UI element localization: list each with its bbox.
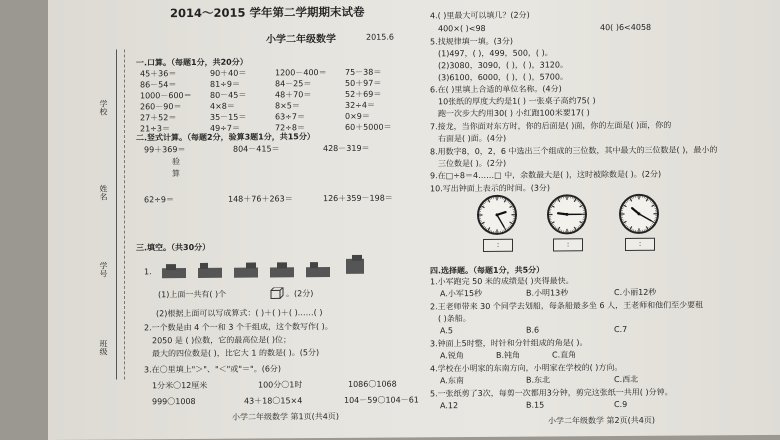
choice-option: C.直角 — [552, 350, 577, 360]
cube-blocks-icon — [160, 260, 190, 280]
oral-item: 60＋5000＝ — [345, 122, 392, 132]
question-number: 1. — [144, 267, 152, 277]
time-answer-box[interactable]: : — [625, 238, 655, 251]
exam-title: 2014～2015 学年第二学期期末试卷 — [170, 4, 365, 21]
calc-item: 804－415＝ — [233, 144, 280, 154]
oral-item: 32÷4＝ — [345, 100, 375, 110]
choice-option: A.东南 — [440, 376, 464, 386]
choice-option: A.12 — [440, 401, 459, 411]
oral-item: 84－25＝ — [275, 79, 312, 89]
compare-item: 999〇1008 — [152, 396, 196, 407]
choice-2: 2.王老师带来 30 个同学去划船，每条船最多坐 6 人，王老师和他们至少要租 — [430, 300, 704, 312]
oral-item: 75－38＝ — [345, 67, 382, 77]
compare-item: 1分米〇12厘米 — [152, 380, 208, 391]
question-7b: 右面是( )面。(4分) — [438, 133, 507, 144]
section2-heading: 二.竖式计算。（每题2分，验算3题1分，共15分） — [136, 132, 315, 143]
side-label-class: 班级 — [99, 339, 108, 356]
compare-item: 104－59〇104－61 — [344, 395, 419, 405]
question-6a: 10张纸的厚度大约是1( ) 一张桌子高约75( ) — [438, 96, 596, 107]
question-5a: (1)497，( )，499，500，( )。 — [438, 48, 553, 59]
time-answer-box[interactable]: : — [553, 238, 583, 251]
oral-item: 21÷3＝ — [140, 124, 170, 134]
question-2: 2.一个数是由 4 个一和 3 个千组成，这个数写作( )。 — [144, 322, 333, 333]
question-6: 6.在( )里填上合适的单位名称。(4分) — [430, 84, 562, 95]
calc-item: 428－319＝ — [323, 143, 370, 154]
compare-item: 43＋18〇15×4 — [244, 396, 303, 406]
q1-part1: (1)上面一共有( )个 — [158, 289, 227, 300]
choice-3: 3.钟面上5时整，时针和分针组成的角是( )。 — [430, 338, 588, 349]
question-5c: (3)6100，6000，( )，( )，5700。 — [438, 72, 568, 83]
question-5: 5.找规律填一填。(3分) — [430, 36, 513, 47]
oral-item: 27＋52＝ — [140, 113, 177, 123]
cube-blocks-icon — [268, 259, 298, 279]
question-10: 10.写出钟面上表示的时间。(3分) — [430, 183, 551, 194]
question-9: 9.在□÷8＝4……□ 中，余数最大是( )，这时被除数是( )。(2分) — [430, 169, 662, 181]
cube-icon — [270, 287, 284, 299]
question-3: 3.在〇里填上"＞"、"＜"或"＝"。(6分) — [144, 364, 282, 375]
cube-blocks-icon — [232, 260, 262, 280]
exam-subtitle: 小学二年级数学 — [266, 33, 336, 46]
question-8b: 三位数是( )。(2分) — [438, 158, 507, 169]
oral-item: 1200－400＝ — [275, 68, 327, 78]
oral-item: 72÷8＝ — [275, 123, 305, 133]
question-4a: 400×( )<98 — [438, 23, 486, 34]
binding-line — [116, 50, 117, 380]
choice-option: A.小军15秒 — [440, 288, 483, 299]
choice-4: 4.学校在小明家的东南方向，小明家在学校的( )方向。 — [430, 362, 623, 374]
question-4: 4.( )里最大可以填几？(2分) — [430, 10, 530, 21]
question-4b: 40( )6<4058 — [600, 22, 652, 33]
time-answer-box[interactable]: : — [483, 239, 513, 252]
choice-option: A.5 — [440, 326, 453, 336]
check-label: 算 — [172, 169, 180, 179]
clock-face-icon — [546, 193, 588, 235]
oral-item: 0×9＝ — [345, 111, 370, 121]
choice-option: C.小丽12秒 — [614, 287, 657, 298]
side-label-school: 学校 — [99, 99, 108, 116]
question-2c: 最大的四位数是( )，比它大 1 的数是( )。(5分) — [152, 348, 320, 359]
compare-item: 1086〇1068 — [348, 379, 397, 389]
calc-item: 126＋359－198＝ — [323, 193, 393, 204]
oral-item: 52＋69＝ — [345, 89, 382, 99]
check-label: 验 — [172, 157, 180, 167]
cube-blocks-icon — [196, 260, 226, 280]
section3-heading: 三.填空。（共30分） — [136, 242, 211, 253]
question-2b: 2050 是 ( )位数，它的最高位是( )位； — [152, 335, 292, 346]
oral-item: 49÷7＝ — [210, 123, 240, 133]
clock-face-icon — [476, 194, 518, 236]
choice-option: C.7 — [614, 324, 628, 335]
oral-item: 8×5＝ — [275, 101, 300, 111]
choice-option: C.西北 — [614, 374, 639, 385]
choice-option: B.15 — [526, 400, 545, 410]
oral-item: 48＋70＝ — [275, 90, 312, 100]
oral-item: 45＋36＝ — [140, 69, 177, 79]
oral-item: 86－54＝ — [140, 80, 177, 90]
left-footer: 小学二年级数学 第1页(共4页) — [232, 411, 339, 422]
side-label-name: 姓名 — [99, 184, 108, 201]
calc-item: 62÷9＝ — [144, 195, 174, 205]
choice-option: A.锐角 — [440, 351, 464, 361]
question-5b: (2)3080，3090，( )，( )，3120。 — [438, 60, 568, 71]
question-7: 7.接龙，当你面对东方时，你的后面是( )面，你的左面是( )面，你的 — [430, 120, 672, 132]
choice-2b: ( )条船。 — [438, 314, 471, 324]
compare-item: 100分〇1时 — [258, 380, 303, 390]
choice-1: 1.小军跑完 50 米的成绩是( )夹得最快。 — [430, 276, 574, 287]
oral-item: 260－90＝ — [140, 102, 182, 112]
calc-item: 148＋76＋263＝ — [228, 194, 293, 204]
section1-heading: 一.口算。（每题1分，共20分） — [136, 57, 248, 68]
cube-blocks-icon — [340, 255, 370, 275]
calc-item: 99＋369＝ — [144, 145, 186, 155]
oral-item: 50＋97＝ — [345, 78, 382, 88]
exam-date: 2015.6 — [366, 32, 394, 42]
oral-item: 1000－600＝ — [140, 90, 192, 101]
oral-item: 80－45＝ — [210, 90, 247, 100]
exam-paper — [48, 0, 780, 440]
choice-option: B.小明13秒 — [526, 288, 569, 298]
right-footer: 小学二年级数学 第2页(共4页) — [548, 415, 655, 426]
question-8: 8.用数字8，0，2，6 中选出三个组成的三位数，其中最大的三位数是( )，最小的 — [430, 145, 718, 157]
choice-option: B.6 — [526, 325, 540, 335]
choice-option: C.9 — [614, 399, 628, 410]
q1-part2: (2)根据上面可以写成算式：( )＋( )＋( )……( ) — [156, 308, 323, 319]
oral-item: 35－15＝ — [210, 112, 247, 122]
choice-option: B.东北 — [526, 375, 551, 385]
section4-heading: 四.选择题。（每题1分，共5分） — [430, 265, 545, 276]
cube-blocks-icon — [304, 259, 334, 279]
choice-5: 5.一张纸剪了3次，每剪一次都用3分钟，剪完这张纸一共用( )分钟。 — [430, 387, 673, 399]
oral-item: 81÷9＝ — [210, 79, 240, 89]
choice-option: B.钝角 — [496, 350, 521, 360]
oral-item: 4×8＝ — [210, 101, 235, 111]
oral-item: 90＋40＝ — [210, 68, 247, 78]
q1-score: 。(2分) — [286, 289, 314, 299]
question-6b: 跑一次步大约用30( ) 小红跑100米要17( ) — [438, 108, 590, 119]
side-label-number: 学号 — [99, 261, 108, 278]
cut-line — [124, 49, 125, 379]
clock-face-icon — [618, 193, 660, 235]
oral-item: 63÷7＝ — [275, 112, 305, 122]
